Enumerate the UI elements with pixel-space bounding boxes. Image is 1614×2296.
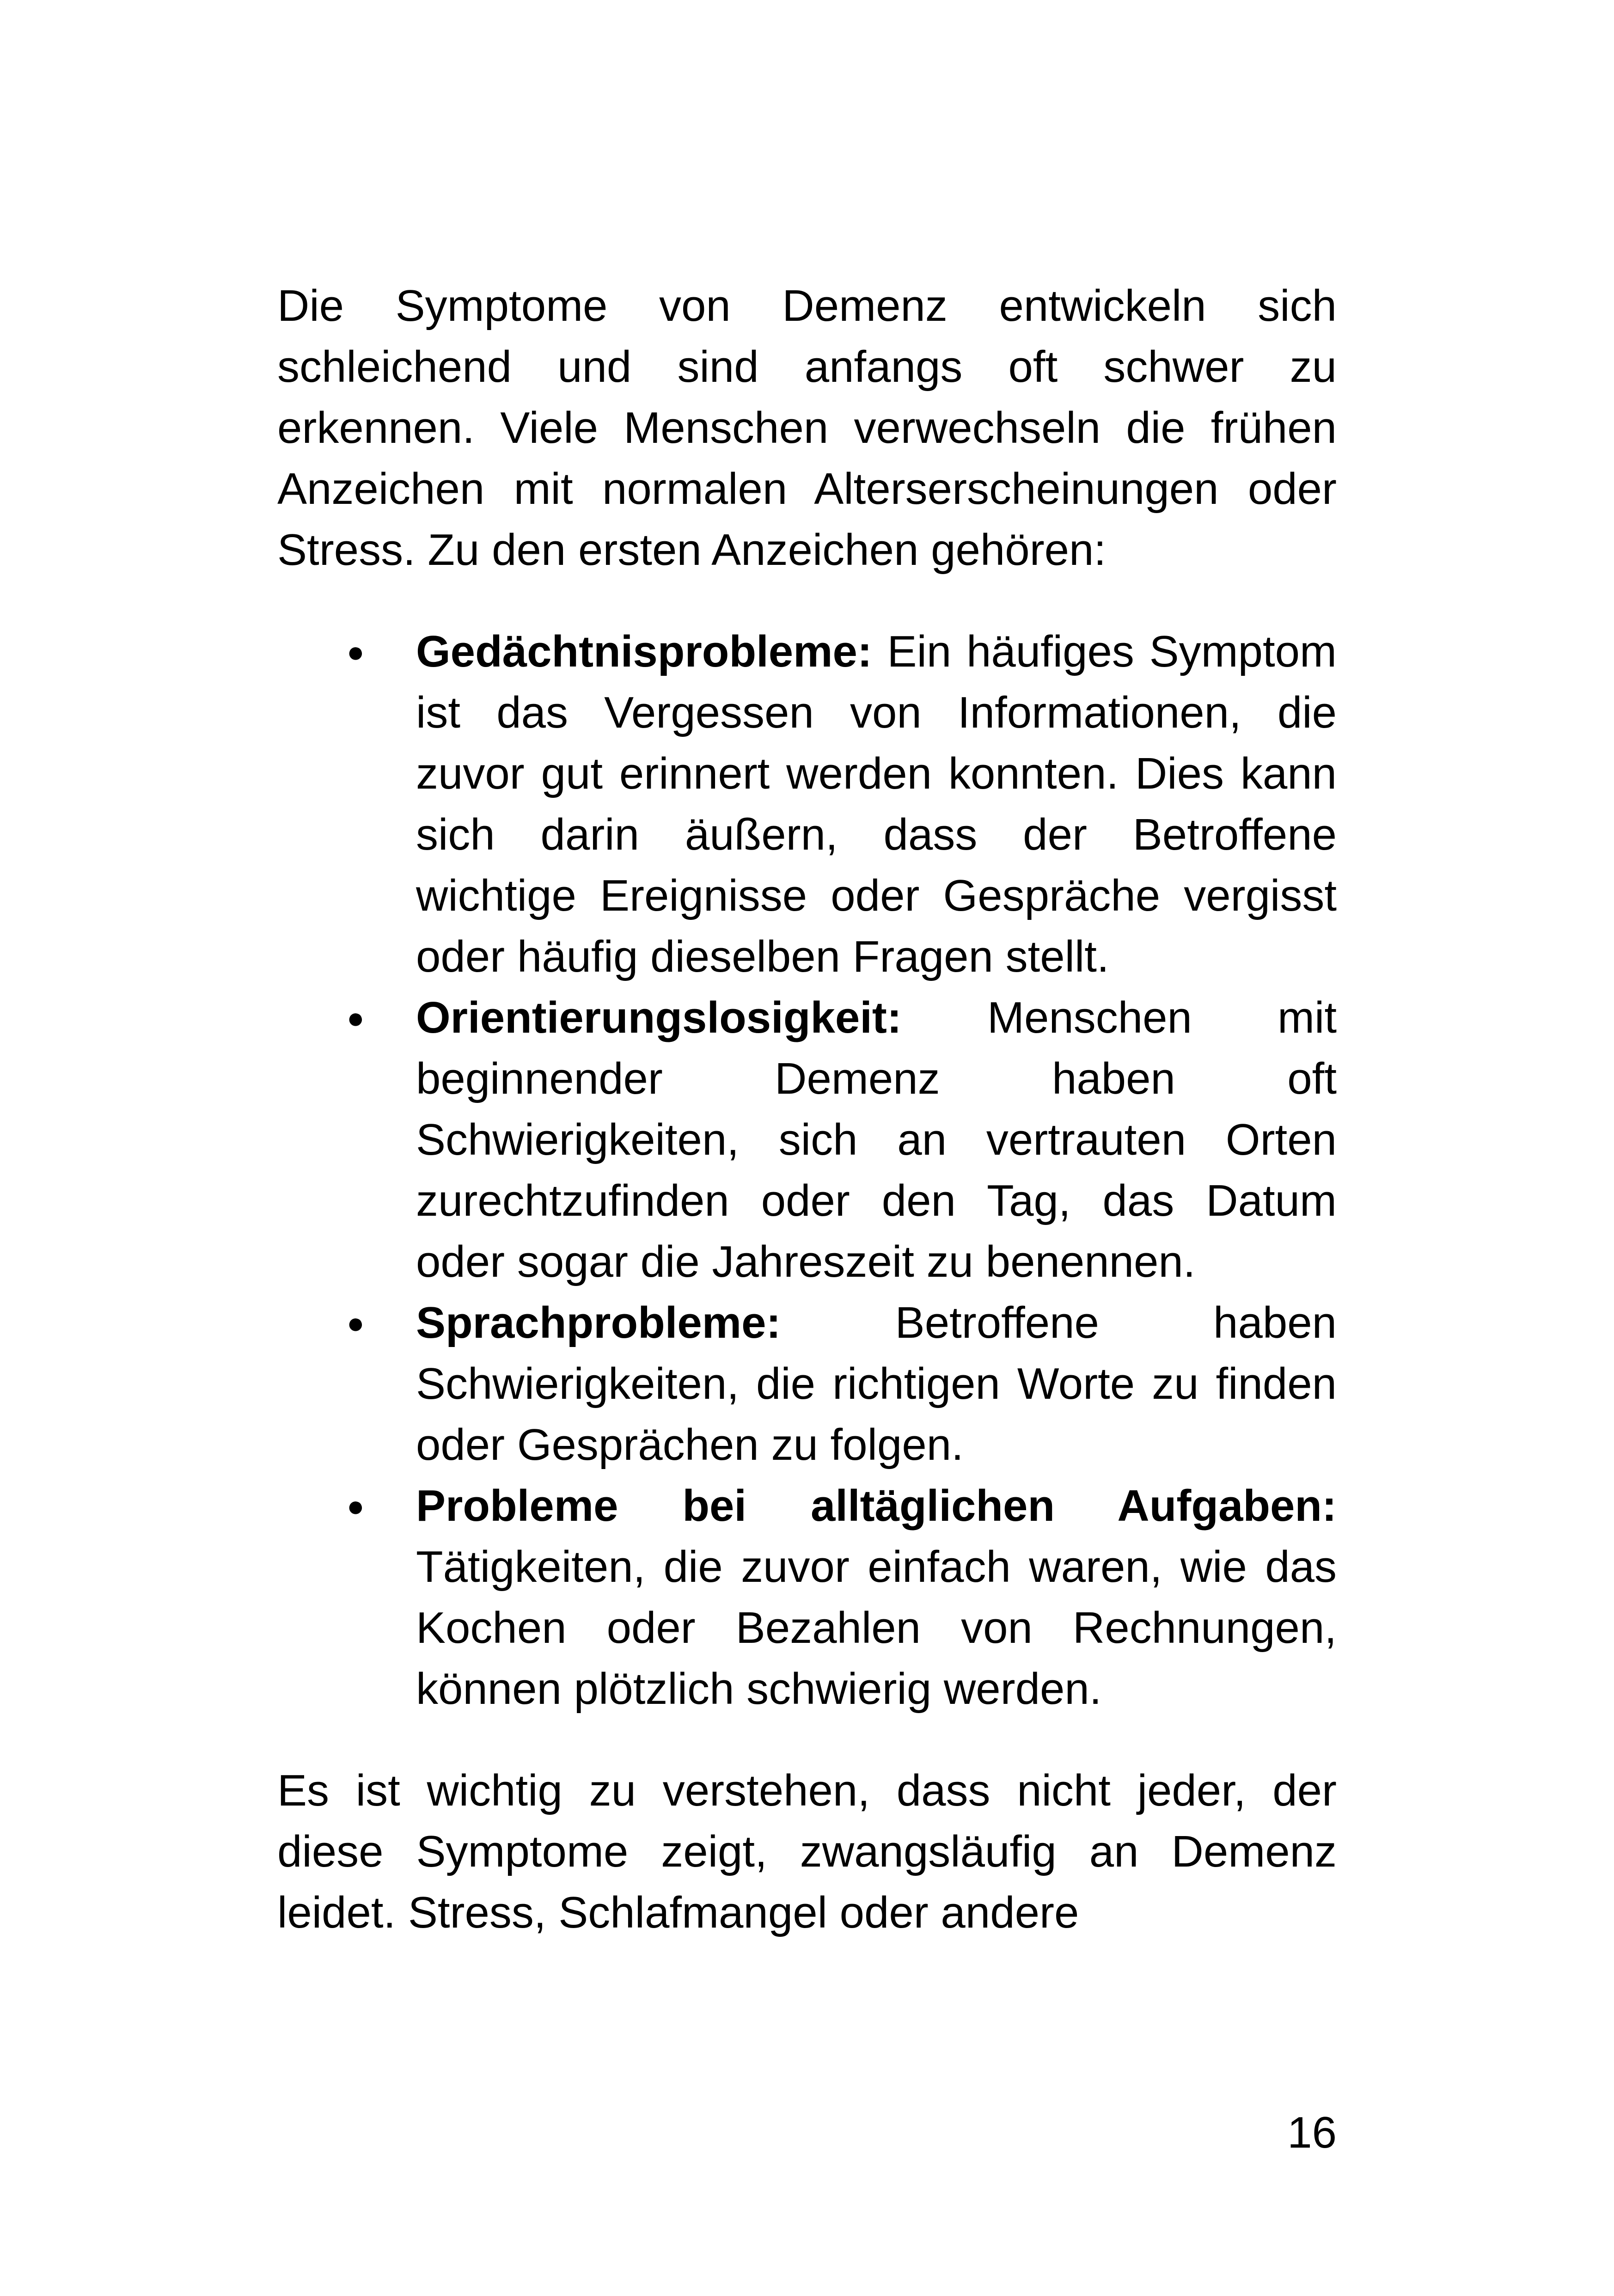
symptom-term: Sprachprobleme: <box>416 1298 895 1347</box>
symptom-description: Betroffene haben Schwierigkeiten, die richtigen Worte zu finden oder Gesprächen zu folgen. <box>416 1298 1337 1469</box>
symptom-description: Ein häufiges Symptom ist das Vergessen von Informationen, die zuvor gut erinnert werden konnten. Dies kann sich darin äußern, dass der Betroffene wichtige Ereignisse oder Gespräche vergisst oder häufig dieselben Fragen stellt. <box>416 627 1337 981</box>
bullet-icon: ● <box>347 1306 365 1340</box>
symptom-description: Tätigkeiten, die zuvor einfach waren, wie das Kochen oder Bezahlen von Rechnungen, können plötzlich schwierig werden. <box>416 1542 1337 1714</box>
symptom-item-language <box>347 1292 1337 1476</box>
bullet-icon: ● <box>347 635 365 668</box>
symptom-term: Probleme bei alltäglichen Aufgaben: <box>416 1481 1337 1531</box>
symptom-list <box>277 621 1337 1720</box>
symptom-item-memory <box>347 621 1337 987</box>
symptom-term: Gedächtnisprobleme: <box>416 627 887 676</box>
bullet-icon: ● <box>347 1001 365 1035</box>
symptom-item-orientation <box>347 987 1337 1292</box>
intro-paragraph: Die Symptome von Demenz entwickeln sich schleichend und sind anfangs oft schwer zu erkennen. Viele Menschen verwechseln die frühen Anzeichen mit normalen Alterserscheinungen oder Stress. Zu den ersten Anzeichen gehören: <box>277 281 1337 575</box>
page-number: 16 <box>1287 2108 1337 2157</box>
closing-paragraph: Es ist wichtig zu verstehen, dass nicht jeder, der diese Symptome zeigt, zwangsläufig an Demenz leidet. Stress, Schlafmangel oder andere <box>277 1766 1337 1937</box>
symptom-term: Orientierungslosigkeit: <box>416 993 987 1042</box>
symptom-description: Menschen mit beginnender Demenz haben oft Schwierigkeiten, sich an vertrauten Orten zurechtzufinden oder den Tag, das Datum oder sogar die Jahreszeit zu benennen. <box>416 993 1337 1286</box>
symptom-item-daily-tasks <box>347 1476 1337 1720</box>
bullet-icon: ● <box>347 1489 365 1523</box>
page-body <box>277 276 1337 1943</box>
